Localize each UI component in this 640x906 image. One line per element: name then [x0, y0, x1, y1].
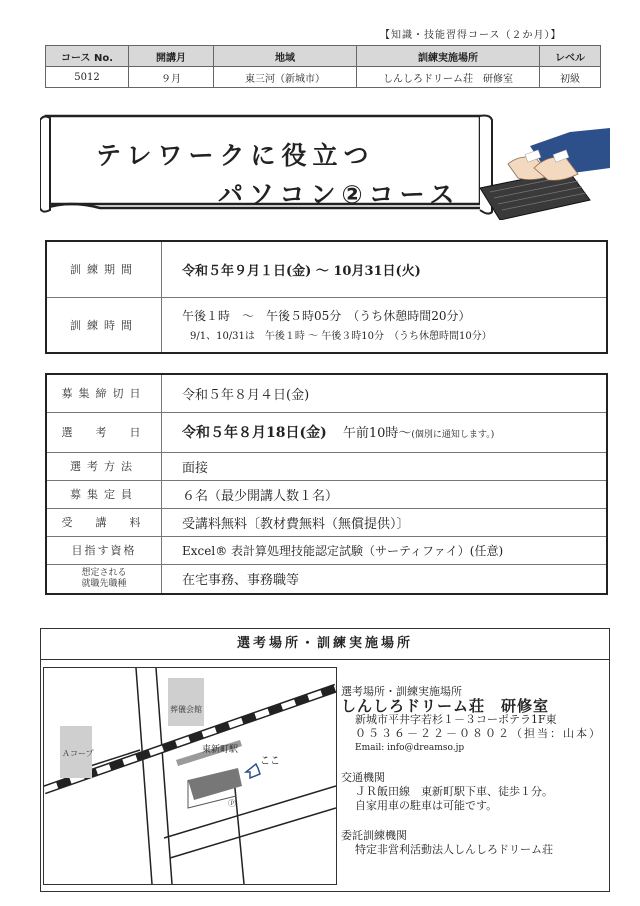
job-label	[46, 564, 162, 594]
job-label-line-1: 想定される	[81, 567, 127, 578]
coop-label: Ａコープ	[62, 749, 94, 758]
capacity-value: ６名（最少開講人数１名）	[162, 480, 608, 508]
location-section	[40, 628, 610, 892]
org-name: 特定非営利活動法人しんしろドリーム荘	[355, 843, 553, 856]
details-table	[45, 373, 608, 595]
job-value: 在宅事務、事務職等	[162, 564, 608, 594]
table-row	[46, 297, 607, 353]
transport-line-2: 自家用車の駐車は可能です。	[355, 799, 498, 812]
keyboard-typing-icon	[470, 118, 610, 220]
selection-label: 選 考 日	[46, 412, 162, 452]
time-value: 午後１時 ～ 午後５時05分 （うち休憩時間20分）	[182, 309, 471, 324]
table-row	[46, 67, 601, 88]
hall-building	[168, 678, 204, 726]
location-heading: 選考場所・訓練実施場所	[41, 629, 609, 660]
hall-label: 葬儀会館	[170, 705, 202, 714]
table-row	[46, 480, 607, 508]
place-name: しんしろドリーム荘 研修室	[341, 697, 550, 715]
col-month: 開講月	[129, 46, 214, 67]
time-label	[46, 297, 162, 353]
cell-region: 東三河（新城市）	[214, 67, 357, 88]
course-info-table	[45, 45, 601, 88]
method-value: 面接	[162, 452, 608, 480]
fee-value: 受講料無料〔教材費無料（無償提供）〕	[162, 508, 608, 536]
method-label: 選考方法	[46, 452, 162, 480]
table-row	[46, 241, 607, 297]
schedule-table	[45, 240, 608, 354]
map-drawing	[44, 668, 336, 884]
place-title: 選考場所・訓練実施場所	[341, 685, 462, 698]
table-row	[46, 564, 607, 594]
cell-course-no: 5012	[46, 67, 129, 88]
cell-level: 初級	[540, 67, 601, 88]
parking-label: Ⓟ	[228, 799, 236, 808]
col-course-no: コース No.	[46, 46, 129, 67]
access-map	[43, 667, 337, 885]
table-row	[46, 374, 607, 412]
deadline-value: 令和５年８月４日(金)	[162, 374, 608, 412]
title-line-2: パソコン②コース	[218, 180, 461, 209]
transport-title: 交通機関	[341, 771, 385, 784]
fee-label: 受 講 料	[46, 508, 162, 536]
col-venue: 訓練実施場所	[357, 46, 540, 67]
here-label: ここ	[260, 756, 280, 767]
capacity-label: 募集定員	[46, 480, 162, 508]
qualification-label: 目指す資格	[46, 536, 162, 564]
selection-note: (個別に通知します。)	[411, 430, 495, 440]
title-line-1: テレワークに役立つ	[96, 141, 375, 170]
table-row	[46, 452, 607, 480]
selection-time: 午前10時～	[342, 426, 412, 441]
table-row	[46, 508, 607, 536]
deadline-label: 募集締切日	[46, 374, 162, 412]
cell-month: ９月	[129, 67, 214, 88]
selection-date: 令和５年８月18日(金)	[182, 425, 327, 441]
station-label: 東新町駅	[202, 745, 239, 755]
location-info	[341, 685, 602, 857]
qualification-value: Excel® 表計算処理技能認定試験（サーティファイ）(任意)	[162, 536, 608, 564]
table-row	[46, 412, 607, 452]
period-label	[46, 241, 162, 297]
col-level: レベル	[540, 46, 601, 67]
time-value-cell	[162, 297, 608, 353]
time-label-text: 訓練時間	[70, 318, 138, 332]
address: 新城市平井字若杉１－３コーポテラ1F東	[355, 713, 557, 726]
course-category-label: 【知識・技能習得コース（２か月）】	[380, 30, 562, 41]
transport-line-1: ＪＲ飯田線 東新町駅下車、徒歩１分。	[355, 785, 553, 798]
course-table-header-row	[46, 46, 601, 67]
phone: ０５３６－２２－０８０２（担当：山本）	[355, 727, 602, 740]
period-value: 令和５年９月１日(金) ～ 10月31日(火)	[162, 241, 608, 297]
col-region: 地域	[214, 46, 357, 67]
period-label-text: 訓練期間	[70, 263, 138, 277]
org-title: 委託訓練機関	[341, 829, 407, 842]
selection-value-cell	[162, 412, 608, 452]
job-label-line-2: 就職先職種	[81, 578, 127, 589]
cell-venue: しんしろドリーム荘 研修室	[357, 67, 540, 88]
time-sub: 9/1、10/31は 午後１時 ～ 午後３時10分 （うち休憩時間10分）	[190, 331, 492, 343]
table-row	[46, 536, 607, 564]
email-link[interactable]: Email: info@dreamso.jp	[355, 743, 465, 753]
